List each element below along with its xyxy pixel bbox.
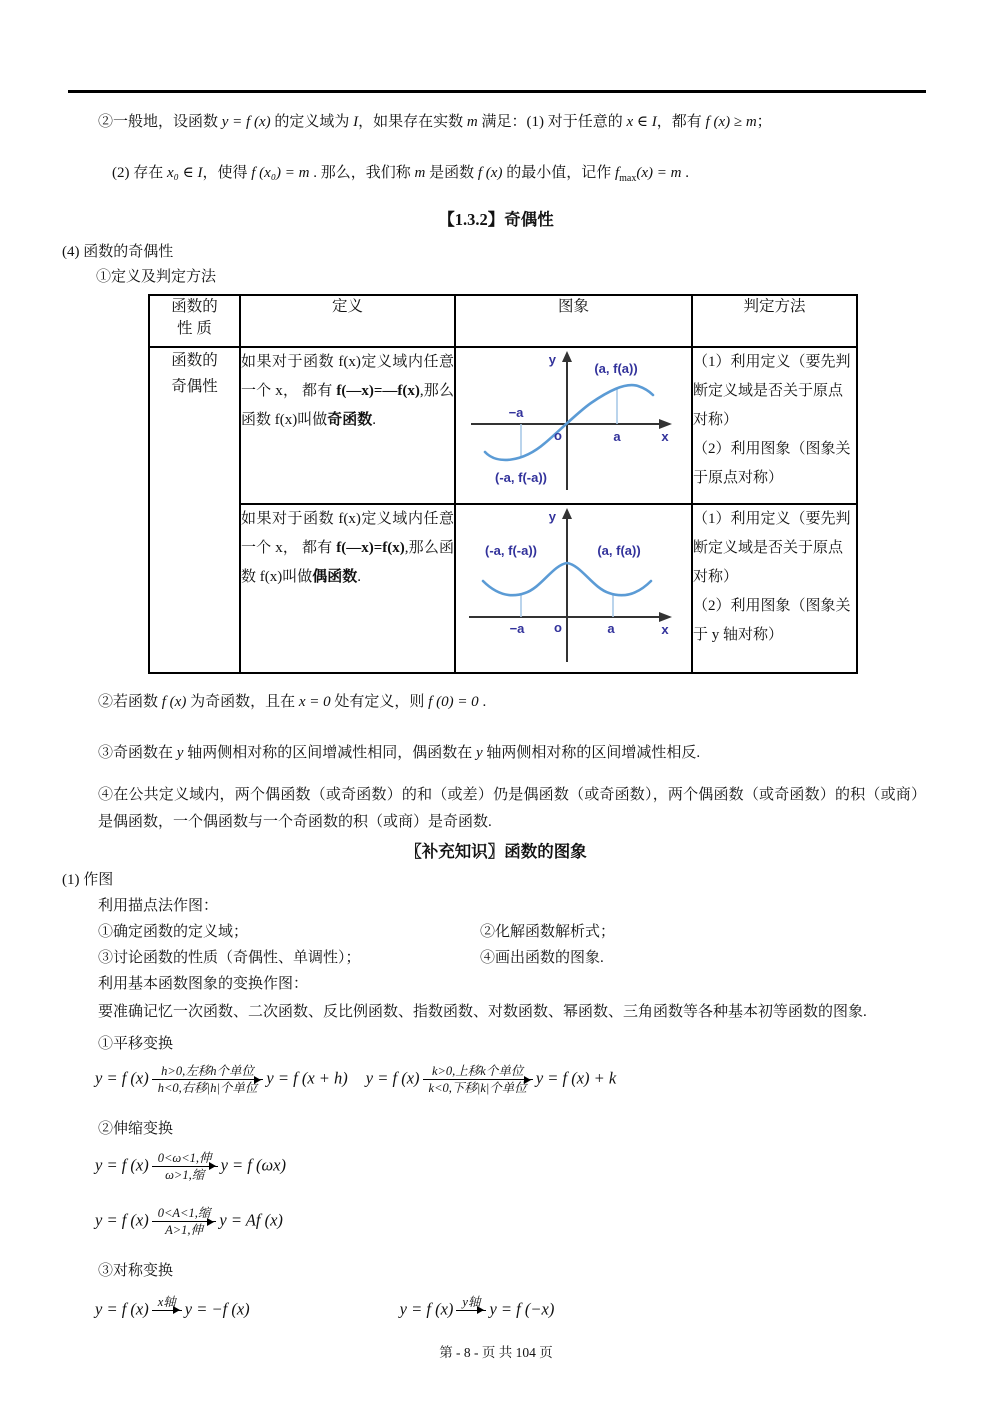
text-segment: 轴两侧相对称的区间增减性相反. — [482, 745, 701, 761]
text-segment: ，都有 — [656, 114, 706, 130]
scaling-formula-2 — [95, 1205, 992, 1239]
arrow-label-bottom: ω>1,缩 — [165, 1167, 205, 1182]
paragraph-min-def-2 — [112, 161, 992, 184]
memorize-paragraph: 要准确记忆一次函数、二次函数、反比例函数、指数函数、对数函数、幂函数、三角函数等各种基本初等函数的图象. — [98, 1004, 867, 1020]
text-segment: ，使得 — [202, 165, 252, 181]
definition-method-subheading: ①定义及判定方法 — [96, 269, 217, 285]
scaling-transform-label: ②伸缩变换 — [98, 1120, 174, 1137]
labeled-arrow — [456, 1294, 486, 1328]
arrow-label-top: y轴 — [462, 1294, 481, 1309]
labeled-arrow — [152, 1150, 218, 1184]
formula-rhs: y = −f (x) — [184, 1299, 250, 1319]
header-cell-judge: 判定方法 — [692, 295, 857, 347]
odd-definition-cell — [240, 347, 455, 504]
x-axis-arrow-icon — [659, 419, 672, 429]
text-segment: ，如果存在实数 — [358, 114, 467, 130]
odd-function-row — [149, 347, 857, 504]
formula-lhs: y = f (x) — [365, 1068, 420, 1088]
text-segment: 的定义域为 — [270, 114, 354, 130]
odd-graph-cell — [455, 347, 692, 504]
row-label-line1: 函数的 — [171, 352, 218, 369]
text-segment: ,那么函数 f(x)叫做 — [241, 383, 454, 428]
text-segment: 如果对于函数 f(x)定义域内任意一个 x， 都有 — [241, 354, 454, 399]
a-label: a — [612, 429, 621, 444]
formula-rhs: y = Af (x) — [219, 1210, 283, 1230]
math-segment: x = 0 — [298, 694, 331, 710]
row-label-line2: 奇偶性 — [171, 378, 218, 395]
even-equation: f(—x)=f(x) — [336, 540, 405, 556]
text-segment: . — [357, 569, 362, 585]
note-2 — [98, 690, 992, 711]
arrow-label-top: 0<A<1,缩 — [157, 1206, 211, 1220]
arrow-label-top: h>0,左移h个单位 — [161, 1064, 254, 1078]
text-segment: . — [372, 412, 377, 428]
even-graph-cell — [455, 504, 692, 673]
a-label: a — [606, 621, 615, 636]
text-segment: 为奇函数，且在 — [186, 694, 299, 710]
transform-method-intro: 利用基本函数图象的变换作图： — [98, 976, 309, 992]
neg-a-label: −a — [509, 621, 524, 636]
y-axis-label: y — [548, 352, 556, 367]
formula-lhs: y = f (x) — [95, 1155, 149, 1175]
symmetry-transform-label: ③对称变换 — [98, 1262, 174, 1279]
arrow-shaft-icon — [152, 1166, 218, 1167]
arrow-label-bottom: k<0,下移|k|个单位 — [428, 1081, 527, 1096]
formula-rhs: y = f (x) + k — [535, 1068, 617, 1088]
y-axis-label: y — [548, 509, 556, 524]
formula-rhs: y = f (−x) — [489, 1299, 555, 1319]
odd-function-graph — [459, 348, 689, 498]
judge-item: （2）利用图象（图象关于 y 轴对称） — [693, 598, 851, 643]
formula-lhs: y = f (x) — [399, 1299, 454, 1319]
text-segment: ； — [756, 114, 772, 130]
math-segment: (x) = m — [636, 165, 682, 181]
math-segment: y = f (x) — [221, 114, 271, 130]
labeled-arrow — [152, 1063, 264, 1097]
paragraph-min-def-1 — [98, 110, 992, 131]
arrow-label-bottom: h<0,右移|h|个单位 — [157, 1081, 258, 1096]
point-pos-label: (a, f(a)) — [593, 361, 638, 376]
text-segment: ②一般地，设函数 — [98, 114, 222, 130]
labeled-arrow — [423, 1063, 533, 1097]
odd-curve — [485, 385, 653, 460]
text-segment: ②若函数 — [98, 694, 162, 710]
scaling-formula-1 — [95, 1150, 992, 1184]
plot-steps-row-2 — [98, 946, 992, 967]
odd-equation: f(—x)=—f(x) — [336, 383, 420, 399]
odd-judge-cell — [692, 347, 857, 504]
text-segment: 轴两侧相对称的区间增减性相同，偶函数在 — [183, 745, 476, 761]
note-3 — [98, 741, 992, 762]
text-segment: 如果对于函数 f(x)定义域内任意一个 x， 都有 — [241, 511, 454, 556]
arrow-label-bottom: A>1,伸 — [165, 1223, 204, 1238]
table-header-row — [149, 295, 857, 347]
plot-method-intro: 利用描点法作图： — [98, 898, 219, 914]
even-function-graph — [459, 505, 689, 667]
math-segment: y — [176, 745, 184, 761]
formula-lhs: y = f (x) — [95, 1210, 149, 1230]
math-segment: f (x₀) = m — [251, 165, 310, 181]
translation-formulas — [95, 1063, 992, 1097]
arrow-shaft-icon — [456, 1310, 486, 1311]
arrow-shaft-icon — [423, 1079, 533, 1080]
text-segment: ,那么函数 f(x)叫做 — [241, 540, 454, 585]
math-segment: f (x) ≥ m — [705, 114, 757, 130]
x-axis-label: x — [660, 622, 669, 637]
item-1-plot-heading: (1) 作图 — [62, 872, 114, 888]
text-segment: ③奇函数在 — [98, 745, 177, 761]
x-axis-label: x — [660, 429, 669, 444]
plot-steps-row-1 — [98, 920, 992, 941]
arrow-shaft-icon — [152, 1221, 217, 1222]
item-4-heading: (4) 函数的奇偶性 — [62, 244, 174, 260]
arrow-shaft-icon — [152, 1079, 264, 1080]
text-segment: . — [681, 165, 689, 181]
math-segment: f — [614, 165, 620, 181]
judge-item: （1）利用定义（要先判断定义域是否关于原点对称） — [693, 354, 851, 428]
text-segment: . 那么，我们称 — [309, 165, 415, 181]
labeled-arrow — [152, 1294, 182, 1328]
math-segment: f (x) — [161, 694, 187, 710]
formula-rhs: y = f (x + h) — [266, 1068, 348, 1088]
point-neg-label: (-a, f(-a)) — [494, 470, 547, 485]
row-label-parity — [149, 347, 240, 673]
x-axis-arrow-icon — [659, 612, 672, 622]
origin-label: o — [553, 620, 562, 635]
odd-term: 奇函数 — [327, 412, 373, 428]
arrow-shaft-icon — [152, 1310, 182, 1311]
plot-step-3: ③讨论函数的性质（奇偶性、单调性）； — [98, 950, 361, 966]
text-segment: 满足：(1) 对于任意的 — [477, 114, 627, 130]
formula-lhs: y = f (x) — [95, 1299, 149, 1319]
plot-step-4: ④画出函数的图象. — [480, 950, 604, 966]
header-cell-definition: 定义 — [240, 295, 455, 347]
page-footer: 第 - 8 - 页 共 104 页 — [439, 1345, 553, 1360]
section-heading-1-3-2: 【1.3.2】奇偶性 — [438, 210, 554, 229]
formula-rhs: y = f (ωx) — [220, 1155, 286, 1175]
plot-step-1: ①确定函数的定义域； — [98, 924, 249, 940]
text-segment: (2) 存在 — [112, 165, 167, 181]
header-property-line2: 性 质 — [177, 320, 212, 337]
y-axis-arrow-icon — [562, 351, 572, 362]
math-segment: x ∈ I — [626, 114, 657, 130]
supplement-heading: 〖补充知识〗函数的图象 — [405, 842, 587, 861]
judge-item: （1）利用定义（要先判断定义域是否关于原点对称） — [693, 511, 851, 585]
header-rule — [68, 90, 926, 93]
parity-definition-table — [148, 294, 858, 674]
neg-a-label: −a — [508, 405, 523, 420]
plot-step-2: ②化解函数解析式； — [480, 924, 616, 940]
text-segment: . — [478, 694, 487, 710]
arrow-label-top: x轴 — [157, 1294, 176, 1309]
origin-label: o — [553, 428, 562, 443]
math-segment: y — [475, 745, 483, 761]
math-segment: m — [466, 114, 478, 130]
even-term: 偶函数 — [312, 569, 358, 585]
even-judge-cell — [692, 504, 857, 673]
math-segment: f (0) = 0 — [428, 694, 479, 710]
judge-item: （2）利用图象（图象关于原点对称） — [693, 441, 851, 486]
symmetry-formulas — [95, 1294, 992, 1328]
point-pos-label: (a, f(a)) — [596, 543, 641, 558]
text-segment: 是函数 — [425, 165, 478, 181]
text-segment: 处有定义，则 — [330, 694, 429, 710]
even-definition-cell — [240, 504, 455, 673]
y-axis-arrow-icon — [562, 508, 572, 519]
header-cell-property — [149, 295, 240, 347]
arrow-label-top: 0<ω<1,伸 — [157, 1150, 212, 1165]
text-segment: 的最小值，记作 — [502, 165, 615, 181]
translation-transform-label: ①平移变换 — [98, 1036, 174, 1052]
math-segment: f (x) — [477, 165, 503, 181]
point-neg-label: (-a, f(-a)) — [484, 543, 537, 558]
math-segment: m — [414, 165, 426, 181]
note-4: ④在公共定义域内，两个偶函数（或奇函数）的和（或差）仍是偶函数（或奇函数），两个偶函数（或奇函数）的积（或商）是偶函数，一个偶函数与一个奇函数的积（或商）是奇函数. — [98, 787, 926, 830]
labeled-arrow — [152, 1205, 217, 1239]
math-subscript: max — [619, 173, 637, 184]
header-cell-graph: 图象 — [455, 295, 692, 347]
math-segment: I — [353, 114, 359, 130]
math-segment: x₀ ∈ I — [167, 165, 203, 181]
header-property-line1: 函数的 — [171, 298, 218, 315]
formula-lhs: y = f (x) — [95, 1068, 149, 1088]
arrow-label-top: k>0,上移k个单位 — [431, 1064, 524, 1078]
even-function-row — [149, 504, 857, 673]
